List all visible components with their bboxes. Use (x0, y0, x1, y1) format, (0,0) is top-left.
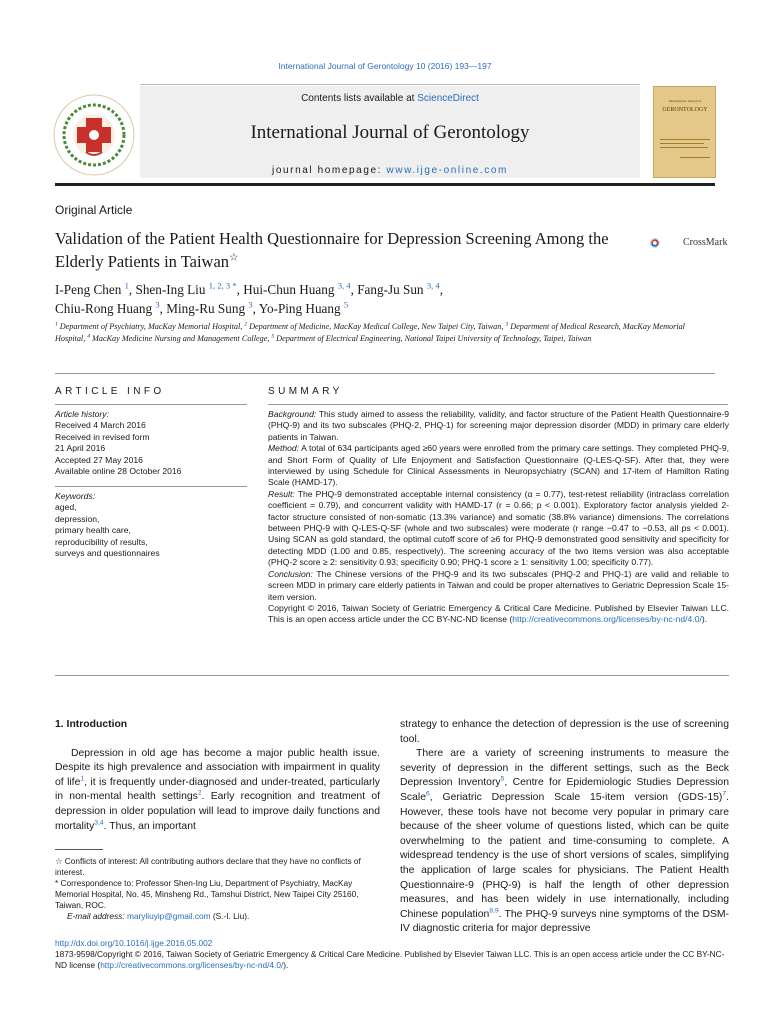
keyword: surveys and questionnaires (55, 548, 160, 559)
method-text: A total of 634 participants aged ≥60 years were enrolled from the primary care settings. They completed PHQ-9, and Short Form of Quality of Life Enjoyment and Satisfaction Questionnaire (Q-LES-Q-SF). After that, they were interviewed by using Schedule for Clinical Assessments in Neuropsychiatry (SCAN) and 17-item of Hamilton Rating Scale (HAMD-17). (268, 443, 729, 488)
author-name: I-Peng Chen (55, 282, 122, 297)
sciencedirect-link[interactable]: ScienceDirect (417, 93, 479, 104)
method-label: Method: (268, 443, 300, 454)
affiliation-text: Department of Electrical Engineering, National Taipei University of Technology, Taipei, Taiwan (274, 334, 592, 344)
footnotes (55, 856, 381, 922)
citation-link[interactable]: 1 (80, 775, 85, 783)
affiliation-text: Department of Psychiatry, MacKay Memorial Hospital, (57, 322, 245, 331)
footnote-email (55, 911, 381, 922)
copyright-end: ). (701, 614, 708, 625)
citation-link[interactable]: 3,4 (94, 819, 104, 827)
affiliation-num: 3 (505, 321, 509, 328)
summary-conclusion (268, 569, 729, 603)
article-type: Original Article (55, 203, 133, 217)
author-name: Hui-Chun Huang (243, 282, 335, 297)
footer-copyright: 1873-9598/Copyright © 2016, Taiwan Society of Geriatric Emergency & Critical Care Medicine. Published by Elsevier Taiwan LLC. This is an open access article under the CC BY-NC-ND license (http://creativecommons.org/licenses/by-nc-nd/4.0/). (55, 949, 725, 970)
author-name: Shen-Ing Liu (135, 282, 206, 297)
footnote-correspondence: * Correspondence to: Professor Shen-Ing Liu, Department of Psychiatry, MacKay Memorial Hospital, No. 45, Minsheng Rd., Tamshui District, New Taipei City 25160, Taiwan, ROC. (55, 878, 359, 910)
history-label: Article history: (55, 409, 109, 419)
author-affiliation-sup[interactable]: 1, 2, 3 * (208, 280, 237, 291)
conclusion-text: The Chinese versions of the PHQ-9 and its two subscales (PHQ-2 and PHQ-1) are valid and reliable to screen MDD in primary care elderly patients in Taiwan and could be proper alternatives to Geriatric Depression Scale 15-item version. (268, 568, 729, 602)
author-separator: , (350, 282, 358, 297)
section-rule (55, 675, 729, 676)
body-paragraph: There are a variety of screening instruments to measure the severity of depression in the different settings, such as the Beck Depression Inventory$^5$, Centre for Epidemiologic Studies Depression Scale$^6$, Geriatric Depression Scale 15-item version $(GDS-15)^7$. However, these tools have not become very popular in primary care because of the sheer volume of questions listed, which can be quite overwhelming to the patient and time-consuming to complete. A widespread tendency is the use of short versions of scales, simplifying the application of large scales for physicians. The Patient Health Questionnaire-9 (PHQ-9) is half the length of other depression measures, and has been widely in use internationally, including Chinese population$^{8,9}$. The PHQ-9 surveys nine symptoms of the DSM-IV diagnostic criteria for major depressive (400, 748, 730, 935)
summary-heading: SUMMARY (268, 386, 343, 397)
article-info-rule (55, 404, 247, 405)
email-link[interactable]: maryliuyip@gmail.com (126, 911, 211, 921)
citation-link[interactable]: 5 (500, 775, 505, 783)
citation-link[interactable]: 6 (426, 790, 430, 798)
author-list (55, 280, 655, 318)
article-info-rule (55, 486, 247, 487)
history-item: Available online 28 October 2016 (55, 466, 182, 477)
author (135, 282, 243, 297)
affiliation-text: MacKay Medicine Nursing and Management College, (89, 334, 272, 344)
body-paragraph: Depression in old age has become a major public health issue. Despite its high prevalence and association with impairment in quality of life$^1$, it is frequently under-diagnosed and under-treated, particularly in non-mental health settings$^2$. Early recognition and treatment of depression in older population will lead to improve daily functions and mortality$^{3,4}$. Thus, an important (55, 747, 380, 832)
article-title (55, 227, 615, 273)
history-item: Accepted 27 May 2016 (55, 454, 143, 465)
copyright-text: Copyright © 2016, Taiwan Society of Geriatric Emergency & Critical Care Medicine. Published by Elsevier Taiwan LLC. This is an open access article under the CC BY-NC-ND license ( (268, 602, 729, 625)
license-link[interactable]: http://creativecommons.org/licenses/by-nc-nd/4.0/ (512, 614, 702, 625)
author (166, 301, 258, 316)
author-affiliation-sup[interactable]: 3, 4 (426, 280, 440, 291)
footer-license-link[interactable]: http://creativecommons.org/licenses/by-nc-nd/4.0/ (100, 960, 284, 970)
body-left-column (55, 718, 380, 834)
article-title-text: Validation of the Patient Health Questionnaire for Depression Screening Among the Elderly Patients in Taiwan (55, 229, 609, 271)
author-separator: , (439, 282, 443, 297)
affiliation-text: Department of Medicine, MacKay Medical College, New Taipei City, Taiwan, (247, 322, 506, 331)
author (55, 301, 166, 316)
doi-link[interactable]: http://dx.doi.org/10.1016/j.ijge.2016.05.002 (55, 938, 213, 948)
affiliations (55, 321, 695, 345)
cover-line (680, 157, 710, 158)
article-info-heading: ARTICLE INFO (55, 386, 165, 397)
affiliation-num: 4 (87, 333, 90, 340)
keywords-label: Keywords: (55, 491, 96, 501)
cover-title: GERONTOLOGY (662, 107, 708, 113)
author (357, 282, 443, 297)
footnote-conflicts: ☆ Conflicts of interest: All contributing authors declare that they have no conflicts of interest. (55, 856, 361, 877)
contents-prefix: Contents lists available at (301, 93, 418, 104)
page-footer (55, 938, 730, 971)
article-history (55, 409, 250, 477)
history-item: Received 4 March 2016 (55, 420, 146, 431)
result-label: Result: (268, 488, 295, 499)
summary-result (268, 489, 729, 569)
cover-line (660, 143, 704, 144)
homepage-prefix: journal homepage: (272, 165, 387, 176)
history-item: 21 April 2016 (55, 443, 106, 454)
journal-cover-thumbnail[interactable] (653, 86, 716, 178)
summary-rule (268, 404, 728, 405)
conclusion-label: Conclusion: (268, 568, 313, 579)
author (55, 282, 135, 297)
author-name: Fang-Ju Sun (357, 282, 424, 297)
keyword: reproducibility of results, (55, 536, 148, 547)
author-separator: , (159, 301, 167, 316)
author-name: Ming-Ru Sung (166, 301, 246, 316)
author-name: Yo-Ping Huang (258, 301, 341, 316)
cover-line (660, 147, 708, 148)
author-name: Chiu-Rong Huang (55, 301, 153, 316)
citation-link[interactable]: 2 (197, 789, 202, 797)
keyword: primary health care, (55, 525, 131, 536)
keywords (55, 491, 250, 559)
journal-title: International Journal of Gerontology (250, 122, 530, 143)
author-separator: , (236, 282, 244, 297)
cover-line (660, 139, 710, 140)
summary-background (268, 409, 729, 443)
citation-link[interactable]: 7 (722, 790, 727, 798)
crossmark-icon[interactable] (650, 230, 680, 256)
affiliation-num: 2 (244, 321, 248, 328)
author-affiliation-sup[interactable]: 3, 4 (337, 280, 351, 291)
body-paragraph: strategy to enhance the detection of depression is the use of screening tool. (400, 719, 729, 745)
summary-copyright (268, 603, 729, 626)
email-suffix: (S.-I. Liu). (210, 911, 250, 921)
cover-small-title: International Journal of (668, 99, 702, 103)
author-affiliation-sup[interactable]: 5 (343, 299, 349, 310)
author (259, 301, 348, 316)
keyword: aged, (55, 502, 77, 513)
keyword: depression, (55, 513, 100, 524)
homepage-line (140, 165, 640, 176)
author-affiliation-sup[interactable]: 3 (155, 299, 160, 310)
background-label: Background: (268, 409, 317, 419)
society-logo-icon (52, 92, 136, 178)
author-separator: , (128, 282, 136, 297)
homepage-link[interactable]: www.ijge-online.com (386, 165, 508, 176)
result-text: The PHQ-9 demonstrated acceptable internal consistency (α = 0.77), test-retest reliability (intraclass correlation coefficient = 0.79), and concurrent validity with HAMD-17 (r = 0.66; p < 0.001). Exploratory factor analysis yielded 2-factor structure consisted of non-somatic (13.3% variance) and somatic (38.8% variance) dimensions. The correlations between PHQ-9 with Q-LES-Q-SF (whole and two subscales) were moderate (r range −0.47 to −0.53, all ps < 0.001). Using SCAN as gold standard, the optimal cutoff score of ≥6 for PHQ-9 demonstrated good sensitivity and specificity for detecting MDD (1.00 and 0.85, respectively). The screening accuracy of the two items version was also acceptable (PHQ-2 score ≥ 2: sensitivity 0.93; specificity 0.90; PHQ-1 score ≥ 1: sensitivity 1.00; specificity 0.77). (268, 488, 729, 568)
affiliation-text: Department of Medical Research, MacKay Memorial Hospital, (55, 322, 685, 344)
author-affiliation-sup[interactable]: 1 (124, 280, 129, 291)
crossmark-label[interactable]: CrossMark (683, 237, 728, 248)
author-separator: , (252, 301, 259, 316)
section-rule (55, 373, 715, 374)
history-item: Received in revised form (55, 431, 150, 442)
email-label: E-mail address: (67, 911, 125, 921)
affiliation-num: 5 (271, 333, 275, 340)
contents-line (140, 93, 640, 104)
footnote-rule (55, 849, 103, 850)
affiliation-num: 1 (55, 321, 58, 328)
author (243, 282, 357, 297)
header-rule (140, 84, 640, 85)
citation-link[interactable]: 8,9 (489, 907, 499, 915)
intro-heading: 1. Introduction (55, 719, 128, 730)
summary-text (268, 409, 729, 626)
title-footnote-mark[interactable]: ☆ (229, 251, 239, 264)
summary-method (268, 443, 729, 489)
background-text: This study aimed to assess the reliability, validity, and factor structure of the Patient Health Questionnaire-9 (PHQ-9) and its two subscales (PHQ-2, PHQ-1) for screening major depression disorder (MDD) in primary care elderly patients in Taiwan. (268, 409, 729, 442)
header-thick-rule (55, 183, 715, 186)
author-affiliation-sup[interactable]: 3 (248, 299, 253, 310)
body-right-column (400, 718, 729, 937)
running-head[interactable]: International Journal of Gerontology 10 (2016) 193—197 (278, 61, 492, 71)
